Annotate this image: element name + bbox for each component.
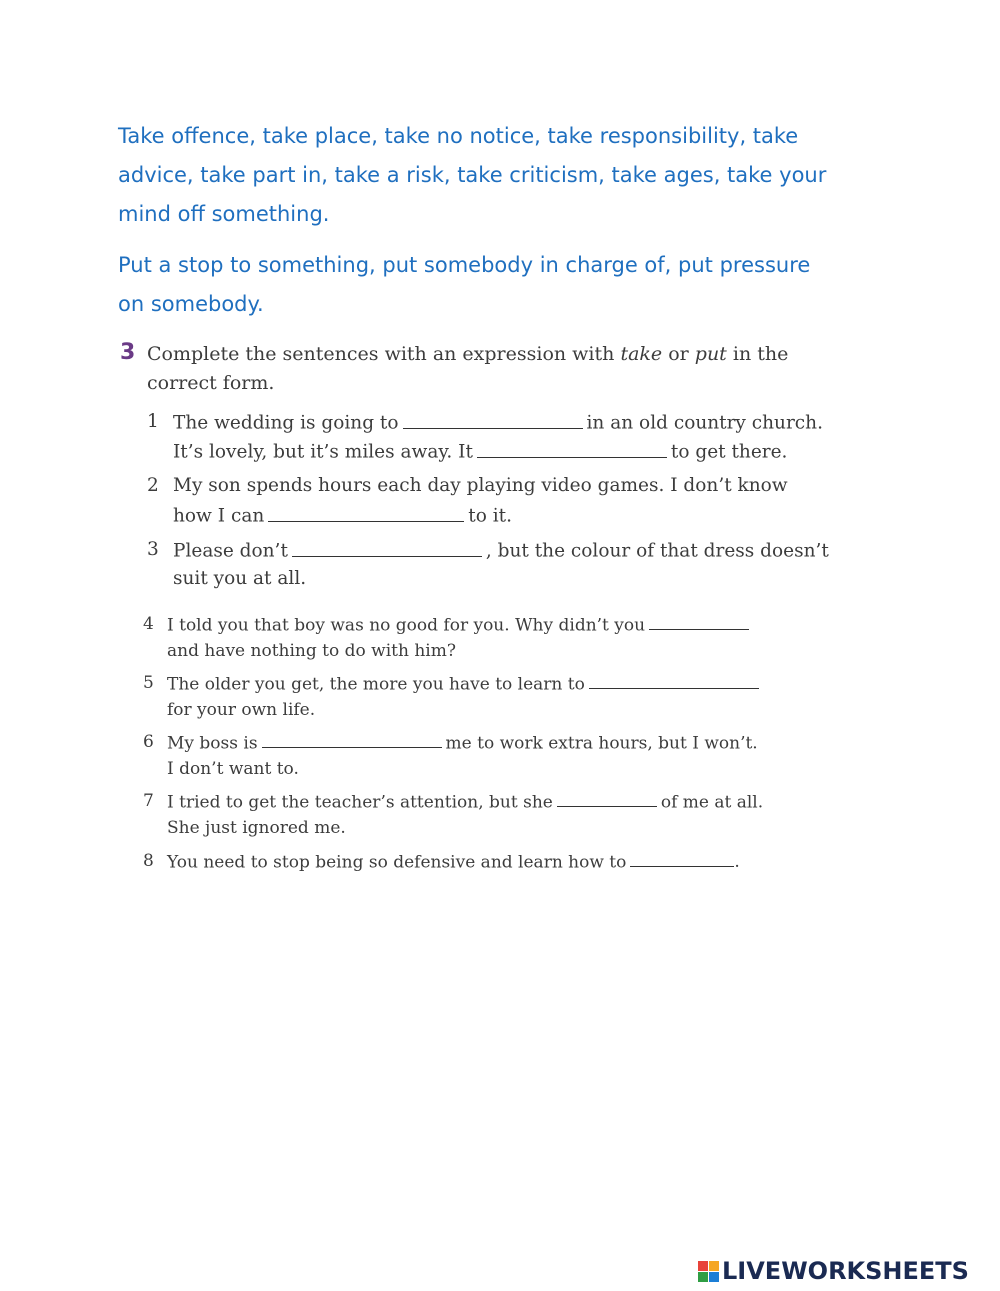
item-number: 4 [143,614,154,634]
item-line: I don’t want to. [167,759,299,779]
answer-blank[interactable] [589,673,759,689]
item-line: for your own life. [167,700,316,720]
instruction-line-2: correct form. [147,372,275,394]
item-number: 6 [143,732,154,752]
answer-blank[interactable] [557,791,657,807]
answer-blank[interactable] [268,504,464,522]
answer-blank[interactable] [630,851,734,867]
phrase-list-put: Put a stop to something, put somebody in charge of, put pressure on somebody. [118,253,811,316]
item-line: She just ignored me. [167,818,346,838]
item-line: and have nothing to do with him? [167,641,456,661]
item-line: It’s lovely, but it’s miles away. It to get there. [173,441,788,463]
item-number: 2 [147,475,159,496]
answer-blank[interactable] [649,614,749,630]
logo-mark-icon [698,1261,719,1282]
liveworksheets-logo [698,1256,969,1286]
item-line: suit you at all. [173,568,307,589]
answer-blank[interactable] [403,411,583,429]
item-line: The older you get, the more you have to learn to [167,673,763,694]
item-number: 3 [147,539,159,560]
answer-blank[interactable] [477,440,667,458]
instruction-line-1: Complete the sentences with an expression with take or put in the [147,343,789,365]
item-line: You need to stop being so defensive and learn how to . [167,852,740,873]
logo-text: LIVEWORKSHEETS [722,1257,969,1285]
phrase-list-take: Take offence, take place, take no notice, take responsibility, take advice, take part in, take a risk, take criticism, take ages, take your mind off something. [118,124,827,226]
item-line: My son spends hours each day playing video games. I don’t know [173,475,788,496]
item-number: 8 [143,851,154,871]
item-line: I told you that boy was no good for you. Why didn’t you [167,614,753,635]
item-number: 5 [143,673,154,693]
item-line: I tried to get the teacher’s attention, but she of me at all. [167,792,764,813]
item-line: The wedding is going to in an old country church. [173,412,823,434]
item-number: 7 [143,791,154,811]
exercise-number: 3 [120,340,136,365]
answer-blank[interactable] [262,732,442,748]
item-line: how I can to it. [173,505,512,527]
item-line: My boss is me to work extra hours, but I won’t. [167,733,758,754]
answer-blank[interactable] [292,539,482,557]
item-number: 1 [147,411,159,432]
item-line: Please don’t , but the colour of that dress doesn’t [173,540,829,562]
